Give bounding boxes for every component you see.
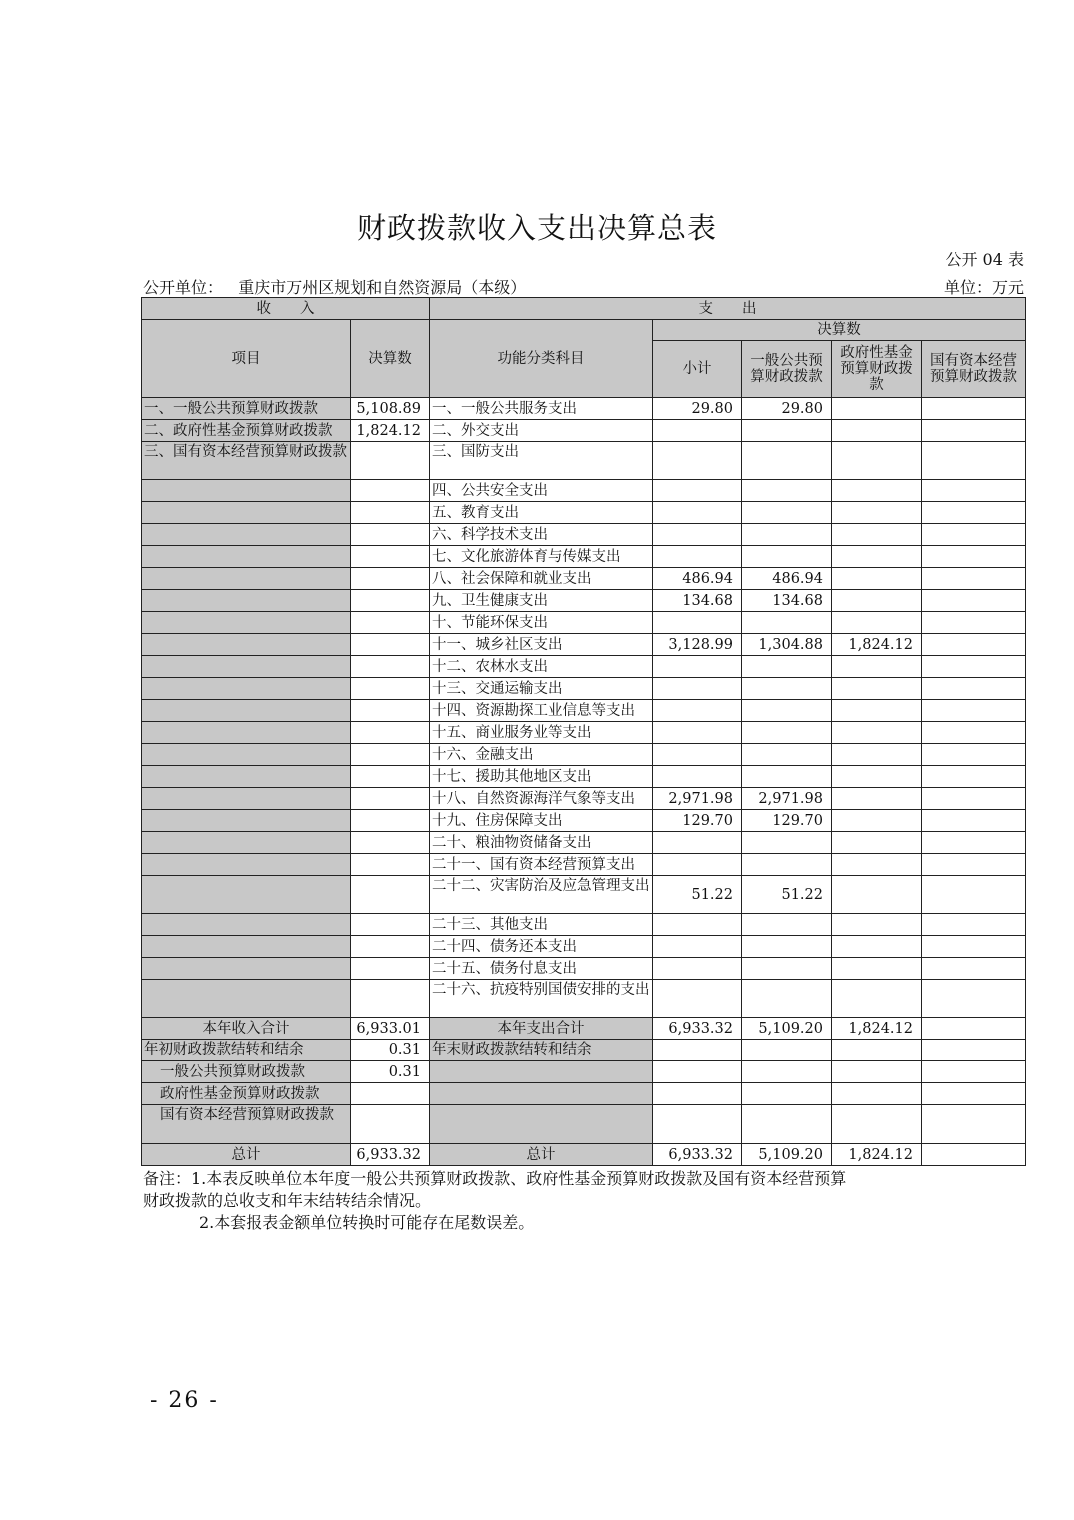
begin-balance-label: 年初财政拨款结转和结余	[142, 1040, 351, 1061]
year-general: 5,109.20	[742, 1018, 832, 1040]
expense-subtotal	[653, 832, 742, 854]
grand-total-label: 总计	[142, 1144, 351, 1166]
income-amount	[351, 442, 430, 480]
blank-cell	[922, 1061, 1026, 1083]
blank-cell	[430, 1105, 653, 1144]
expense-fund	[832, 936, 922, 958]
expense-subtotal	[653, 700, 742, 722]
blank-cell	[430, 1083, 653, 1105]
table-row	[142, 480, 1026, 502]
expense-item: 十七、援助其他地区支出	[430, 766, 653, 788]
income-amount	[351, 854, 430, 876]
expense-subtotal	[653, 480, 742, 502]
expense-capital	[922, 502, 1026, 524]
expense-item: 五、教育支出	[430, 502, 653, 524]
income-amount	[351, 914, 430, 936]
expense-subtotal	[653, 612, 742, 634]
expense-general: 51.22	[742, 876, 832, 914]
income-amount	[351, 936, 430, 958]
income-amount	[351, 788, 430, 810]
income-amount	[351, 590, 430, 612]
expense-subtotal: 486.94	[653, 568, 742, 590]
expense-fund	[832, 442, 922, 480]
table-row	[142, 420, 1026, 442]
income-amount	[351, 832, 430, 854]
expense-capital	[922, 854, 1026, 876]
expense-fund	[832, 914, 922, 936]
expense-fund	[832, 810, 922, 832]
income-item	[142, 936, 351, 958]
income-amount: 1,824.12	[351, 420, 430, 442]
table-row	[142, 788, 1026, 810]
expense-subtotal	[653, 524, 742, 546]
begin-capital-label: 国有资本经营预算财政拨款	[142, 1105, 351, 1144]
table-row	[142, 634, 1026, 656]
expense-fund	[832, 700, 922, 722]
income-item	[142, 744, 351, 766]
table-row	[142, 958, 1026, 980]
grand-total-income: 6,933.32	[351, 1144, 430, 1166]
expense-item: 十二、农林水支出	[430, 656, 653, 678]
income-item	[142, 832, 351, 854]
expense-subtotal: 29.80	[653, 398, 742, 420]
income-amount	[351, 810, 430, 832]
expense-subtotal	[653, 722, 742, 744]
expense-fund	[832, 876, 922, 914]
table-row	[142, 502, 1026, 524]
expense-item: 十、节能环保支出	[430, 612, 653, 634]
expense-item: 十六、金融支出	[430, 744, 653, 766]
expense-capital	[922, 876, 1026, 914]
income-item	[142, 788, 351, 810]
expense-item: 十五、商业服务业等支出	[430, 722, 653, 744]
fund-header: 政府性基金预算财政拨款	[832, 341, 922, 398]
expense-header: 支 出	[430, 298, 1026, 320]
income-item	[142, 480, 351, 502]
table-row	[142, 678, 1026, 700]
unit-row	[143, 275, 1024, 297]
income-amount	[351, 546, 430, 568]
expense-fund	[832, 788, 922, 810]
expense-capital	[922, 590, 1026, 612]
expense-capital	[922, 980, 1026, 1018]
blank-cell	[742, 1061, 832, 1083]
note-line-3: 2.本套报表金额单位转换时可能存在尾数误差。	[199, 1213, 535, 1232]
subtotal-header: 小计	[653, 341, 742, 398]
expense-fund	[832, 398, 922, 420]
expense-general	[742, 546, 832, 568]
expense-capital	[922, 936, 1026, 958]
income-amount	[351, 766, 430, 788]
expense-subtotal	[653, 546, 742, 568]
expense-general	[742, 936, 832, 958]
expense-item: 一、一般公共服务支出	[430, 398, 653, 420]
table-row	[142, 524, 1026, 546]
expense-capital	[922, 442, 1026, 480]
table-row	[142, 656, 1026, 678]
grand-general: 5,109.20	[742, 1144, 832, 1166]
income-item	[142, 958, 351, 980]
table-row	[142, 744, 1026, 766]
expense-capital	[922, 810, 1026, 832]
expense-capital	[922, 524, 1026, 546]
expense-subtotal	[653, 980, 742, 1018]
expense-fund	[832, 568, 922, 590]
expense-capital	[922, 788, 1026, 810]
income-amount	[351, 876, 430, 914]
income-item: 一、一般公共预算财政拨款	[142, 398, 351, 420]
expense-fund	[832, 546, 922, 568]
expense-general	[742, 420, 832, 442]
expense-general: 2,971.98	[742, 788, 832, 810]
expense-capital	[922, 678, 1026, 700]
expense-item: 十四、资源勘探工业信息等支出	[430, 700, 653, 722]
form-number: 公开 04 表	[945, 250, 1024, 269]
expense-item: 七、文化旅游体育与传媒支出	[430, 546, 653, 568]
income-amount	[351, 502, 430, 524]
table-row	[142, 700, 1026, 722]
income-amount	[351, 568, 430, 590]
income-amount	[351, 700, 430, 722]
expense-general	[742, 524, 832, 546]
expense-fund	[832, 958, 922, 980]
expense-subtotal: 2,971.98	[653, 788, 742, 810]
income-amount	[351, 524, 430, 546]
expense-subtotal	[653, 766, 742, 788]
begin-balance-value: 0.31	[351, 1040, 430, 1061]
year-expense-label: 本年支出合计	[430, 1018, 653, 1040]
expense-fund	[832, 420, 922, 442]
expense-general	[742, 656, 832, 678]
expense-general: 486.94	[742, 568, 832, 590]
org-line	[143, 275, 526, 298]
expense-item: 二十二、灾害防治及应急管理支出	[430, 876, 653, 914]
expense-item: 二十五、债务付息支出	[430, 958, 653, 980]
expense-capital	[922, 398, 1026, 420]
item-header: 项目	[142, 320, 351, 398]
expense-subtotal	[653, 914, 742, 936]
expense-fund	[832, 832, 922, 854]
expense-capital	[922, 700, 1026, 722]
income-item	[142, 722, 351, 744]
income-item	[142, 914, 351, 936]
expense-fund	[832, 744, 922, 766]
blank-cell	[653, 1083, 742, 1105]
blank-cell	[653, 1105, 742, 1144]
expense-capital	[922, 766, 1026, 788]
expense-item: 二十四、债务还本支出	[430, 936, 653, 958]
budget-table	[141, 297, 1026, 1166]
income-item	[142, 634, 351, 656]
expense-subtotal	[653, 958, 742, 980]
expense-item: 八、社会保障和就业支出	[430, 568, 653, 590]
general-header: 一般公共预算财政拨款	[742, 341, 832, 398]
expense-general	[742, 442, 832, 480]
income-amount	[351, 722, 430, 744]
capital-header: 国有资本经营预算财政拨款	[922, 341, 1026, 398]
expense-item: 二十六、抗疫特别国债安排的支出	[430, 980, 653, 1018]
expense-capital	[922, 420, 1026, 442]
expense-general	[742, 502, 832, 524]
expense-item: 九、卫生健康支出	[430, 590, 653, 612]
expense-general: 129.70	[742, 810, 832, 832]
expense-subtotal	[653, 678, 742, 700]
expense-fund	[832, 480, 922, 502]
end-fund	[832, 1040, 922, 1061]
income-item	[142, 612, 351, 634]
income-amount	[351, 980, 430, 1018]
income-item	[142, 524, 351, 546]
table-row	[142, 854, 1026, 876]
page-title: 财政拨款收入支出决算总表	[356, 211, 717, 245]
expense-general	[742, 958, 832, 980]
expense-capital	[922, 958, 1026, 980]
begin-fund-label: 政府性基金预算财政拨款	[142, 1083, 351, 1105]
notes	[143, 1168, 943, 1234]
table-row	[142, 442, 1026, 480]
blank-cell	[653, 1061, 742, 1083]
expense-general	[742, 980, 832, 1018]
expense-general	[742, 700, 832, 722]
begin-general-label: 一般公共预算财政拨款	[142, 1061, 351, 1083]
expense-item: 十一、城乡社区支出	[430, 634, 653, 656]
income-item	[142, 568, 351, 590]
expense-fund	[832, 656, 922, 678]
blank-cell	[430, 1061, 653, 1083]
income-amount	[351, 634, 430, 656]
expense-general	[742, 612, 832, 634]
expense-general: 29.80	[742, 398, 832, 420]
expense-item: 四、公共安全支出	[430, 480, 653, 502]
expense-capital	[922, 634, 1026, 656]
income-item	[142, 876, 351, 914]
expense-subtotal: 3,128.99	[653, 634, 742, 656]
table-row	[142, 590, 1026, 612]
expense-capital	[922, 546, 1026, 568]
blank-cell	[832, 1105, 922, 1144]
begin-fund-value	[351, 1083, 430, 1105]
income-item	[142, 980, 351, 1018]
table-row	[142, 722, 1026, 744]
expense-capital	[922, 480, 1026, 502]
income-item	[142, 590, 351, 612]
expense-fund	[832, 524, 922, 546]
income-item: 三、国有资本经营预算财政拨款	[142, 442, 351, 480]
income-item	[142, 656, 351, 678]
org-label: 公开单位：	[143, 278, 224, 297]
expense-capital	[922, 656, 1026, 678]
expense-general	[742, 832, 832, 854]
final-header: 决算数	[653, 320, 1026, 341]
table-row	[142, 876, 1026, 914]
expense-general	[742, 766, 832, 788]
expense-subtotal	[653, 442, 742, 480]
blank-cell	[742, 1083, 832, 1105]
year-income-value: 6,933.01	[351, 1018, 430, 1040]
expense-general	[742, 854, 832, 876]
expense-fund	[832, 612, 922, 634]
expense-general	[742, 914, 832, 936]
income-item	[142, 854, 351, 876]
income-amount: 5,108.89	[351, 398, 430, 420]
expense-item: 十九、住房保障支出	[430, 810, 653, 832]
note-line-2: 财政拨款的总收支和年末结转结余情况。	[143, 1191, 432, 1210]
expense-subtotal	[653, 656, 742, 678]
table-row	[142, 936, 1026, 958]
expense-general: 134.68	[742, 590, 832, 612]
expense-item: 六、科学技术支出	[430, 524, 653, 546]
page-number: - 26 -	[150, 1388, 219, 1413]
income-amount	[351, 656, 430, 678]
end-subtotal	[653, 1040, 742, 1061]
expense-fund	[832, 722, 922, 744]
expense-item: 二十、粮油物资储备支出	[430, 832, 653, 854]
blank-cell	[742, 1105, 832, 1144]
end-general	[742, 1040, 832, 1061]
income-amount	[351, 612, 430, 634]
expense-capital	[922, 568, 1026, 590]
income-amount	[351, 958, 430, 980]
income-item: 二、政府性基金预算财政拨款	[142, 420, 351, 442]
grand-capital	[922, 1144, 1026, 1166]
income-item	[142, 502, 351, 524]
expense-subtotal	[653, 502, 742, 524]
expense-fund	[832, 854, 922, 876]
expense-item: 二十一、国有资本经营预算支出	[430, 854, 653, 876]
income-amount	[351, 480, 430, 502]
blank-cell	[832, 1083, 922, 1105]
table-row	[142, 568, 1026, 590]
table-row	[142, 766, 1026, 788]
grand-fund: 1,824.12	[832, 1144, 922, 1166]
end-capital	[922, 1040, 1026, 1061]
income-header: 收 入	[142, 298, 430, 320]
income-item	[142, 700, 351, 722]
expense-item: 十八、自然资源海洋气象等支出	[430, 788, 653, 810]
expense-subtotal	[653, 420, 742, 442]
begin-general-value: 0.31	[351, 1061, 430, 1083]
expense-item: 三、国防支出	[430, 442, 653, 480]
expense-item: 十三、交通运输支出	[430, 678, 653, 700]
expense-item: 二、外交支出	[430, 420, 653, 442]
year-fund: 1,824.12	[832, 1018, 922, 1040]
func-header: 功能分类科目	[430, 320, 653, 398]
note-line-1: 备注：1.本表反映单位本年度一般公共预算财政拨款、政府性基金预算财政拨款及国有资本经营预算	[143, 1169, 847, 1188]
expense-capital	[922, 832, 1026, 854]
income-item	[142, 678, 351, 700]
expense-general	[742, 480, 832, 502]
table-row	[142, 914, 1026, 936]
grand-expense-label: 总计	[430, 1144, 653, 1166]
year-subtotal: 6,933.32	[653, 1018, 742, 1040]
blank-cell	[922, 1105, 1026, 1144]
income-item	[142, 766, 351, 788]
expense-item: 二十三、其他支出	[430, 914, 653, 936]
expense-subtotal: 129.70	[653, 810, 742, 832]
blank-cell	[832, 1061, 922, 1083]
expense-capital	[922, 914, 1026, 936]
expense-fund	[832, 678, 922, 700]
expense-general	[742, 678, 832, 700]
expense-subtotal: 51.22	[653, 876, 742, 914]
table-row	[142, 546, 1026, 568]
amount-header: 决算数	[351, 320, 430, 398]
table-row	[142, 612, 1026, 634]
end-balance-label: 年末财政拨款结转和结余	[430, 1040, 653, 1061]
expense-capital	[922, 744, 1026, 766]
income-amount	[351, 678, 430, 700]
table-row	[142, 832, 1026, 854]
expense-fund	[832, 502, 922, 524]
expense-subtotal	[653, 744, 742, 766]
unit-label: 单位：万元	[943, 278, 1024, 297]
year-capital	[922, 1018, 1026, 1040]
expense-subtotal: 134.68	[653, 590, 742, 612]
expense-fund	[832, 766, 922, 788]
income-amount	[351, 744, 430, 766]
expense-general	[742, 744, 832, 766]
expense-subtotal	[653, 854, 742, 876]
expense-general	[742, 722, 832, 744]
income-item	[142, 546, 351, 568]
year-income-label: 本年收入合计	[142, 1018, 351, 1040]
expense-fund	[832, 980, 922, 1018]
begin-capital-value	[351, 1105, 430, 1144]
income-item	[142, 810, 351, 832]
grand-subtotal: 6,933.32	[653, 1144, 742, 1166]
table-row	[142, 810, 1026, 832]
table-row	[142, 980, 1026, 1018]
org-name: 重庆市万州区规划和自然资源局（本级）	[238, 278, 527, 297]
table-row	[142, 398, 1026, 420]
expense-fund	[832, 590, 922, 612]
expense-subtotal	[653, 936, 742, 958]
expense-fund: 1,824.12	[832, 634, 922, 656]
expense-capital	[922, 722, 1026, 744]
expense-general: 1,304.88	[742, 634, 832, 656]
expense-capital	[922, 612, 1026, 634]
blank-cell	[922, 1083, 1026, 1105]
